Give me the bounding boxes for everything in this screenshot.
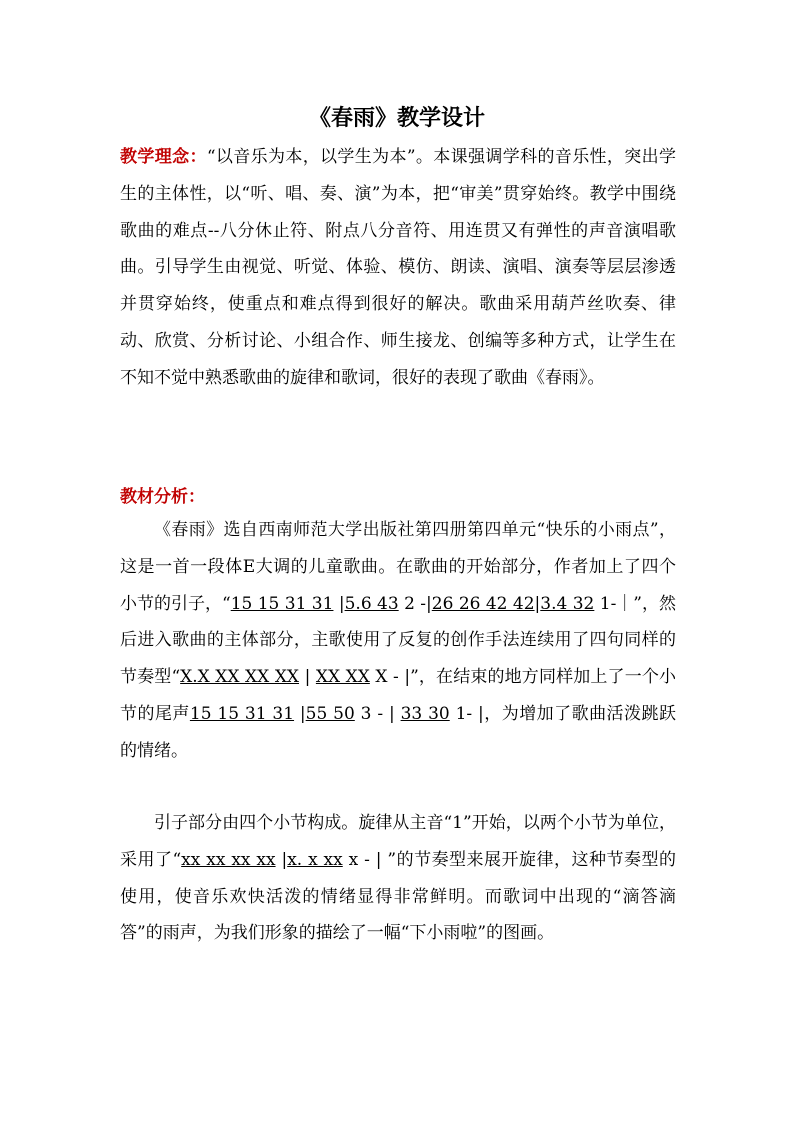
text-segment: | [299,667,316,688]
notation-underlined: 15 15 31 31 [189,703,295,724]
notation-underlined: xx xx xx xx [181,849,276,870]
text-segment: 2 -| [398,593,432,614]
text-segment: 1- |，为增加了歌曲活泼跳跃的情绪。 [120,703,676,761]
notation-underlined: 3.4 32 [540,593,595,614]
text-segment: | [333,593,345,614]
text-segment: 《春雨》选自西南师范大学出版社第四册第四单元“快乐的小雨点”，这是一首一段体E大调的儿童歌曲。在歌曲的开始部分，作者加上了四个小节的引子，“ [120,520,676,614]
notation-underlined: 55 50 [305,703,355,724]
notation-underlined: 26 26 42 42 [431,593,535,614]
material-analysis-paragraph-2 [120,805,676,952]
notation-underlined: x. x xx [287,849,343,870]
notation-underlined: 33 30 [400,703,450,724]
text-segment: 引子部分由四个小节构成。旋律从主音“1”开始，以两个小节为单位，采用了“ [120,813,676,870]
teaching-concept-text: “以音乐为本，以学生为本”。本课强调学科的音乐性，突出学生的主体性，以“听、唱、奏、演”为本，把“审美”贯穿始终。教学中围绕歌曲的难点--八分休止符、附点八分音符、用连贯又有弹性的声音演唱歌曲。引导学生由视觉、听觉、体验、模仿、朗读、演唱、演奏等层层渗透并贯穿始终，使重点和难点得到很好的解决。歌曲采用葫芦丝吹奏、律动、欣赏、分析讨论、小组合作、师生接龙、创编等多种方式，让学生在不知不觉中熟悉歌曲的旋律和歌词，很好的表现了歌曲《春雨》。 [120,147,677,388]
teaching-concept-label: 教学理念： [120,147,207,167]
text-segment: x - | ”的节奏型来展开旋律，这种节奏型的使用，使音乐欢快活泼的情绪显得非常鲜明。而歌词中出现的“滴答滴答”的雨声，为我们形象的描绘了一幅“下小雨啦”的图画。 [120,849,676,944]
teaching-concept-paragraph [120,139,676,397]
notation-underlined: XX XX [315,667,370,688]
material-analysis-label: 教材分析： [120,487,205,507]
material-analysis-paragraph-1 [120,512,676,770]
notation-underlined: X.X XX XX XX [180,667,300,688]
document-title: 《春雨》教学设计 [308,105,485,131]
text-segment: 1-｜”，然后进入歌曲的主体部分，主歌使用了反复的创作手法连续用了四句同样的节奏型“ [120,593,676,688]
text-segment: X - |”，在结束的地方同样加上了一个小节的尾声 [120,667,676,724]
text-segment: | [275,849,288,870]
material-analysis-heading [120,479,676,516]
notation-underlined: 15 15 31 31 [230,593,334,614]
text-segment: | [294,703,306,724]
text-segment: 3 - | [354,703,401,724]
text-segment: | [534,593,541,614]
notation-underlined: 5.6 43 [344,593,399,614]
